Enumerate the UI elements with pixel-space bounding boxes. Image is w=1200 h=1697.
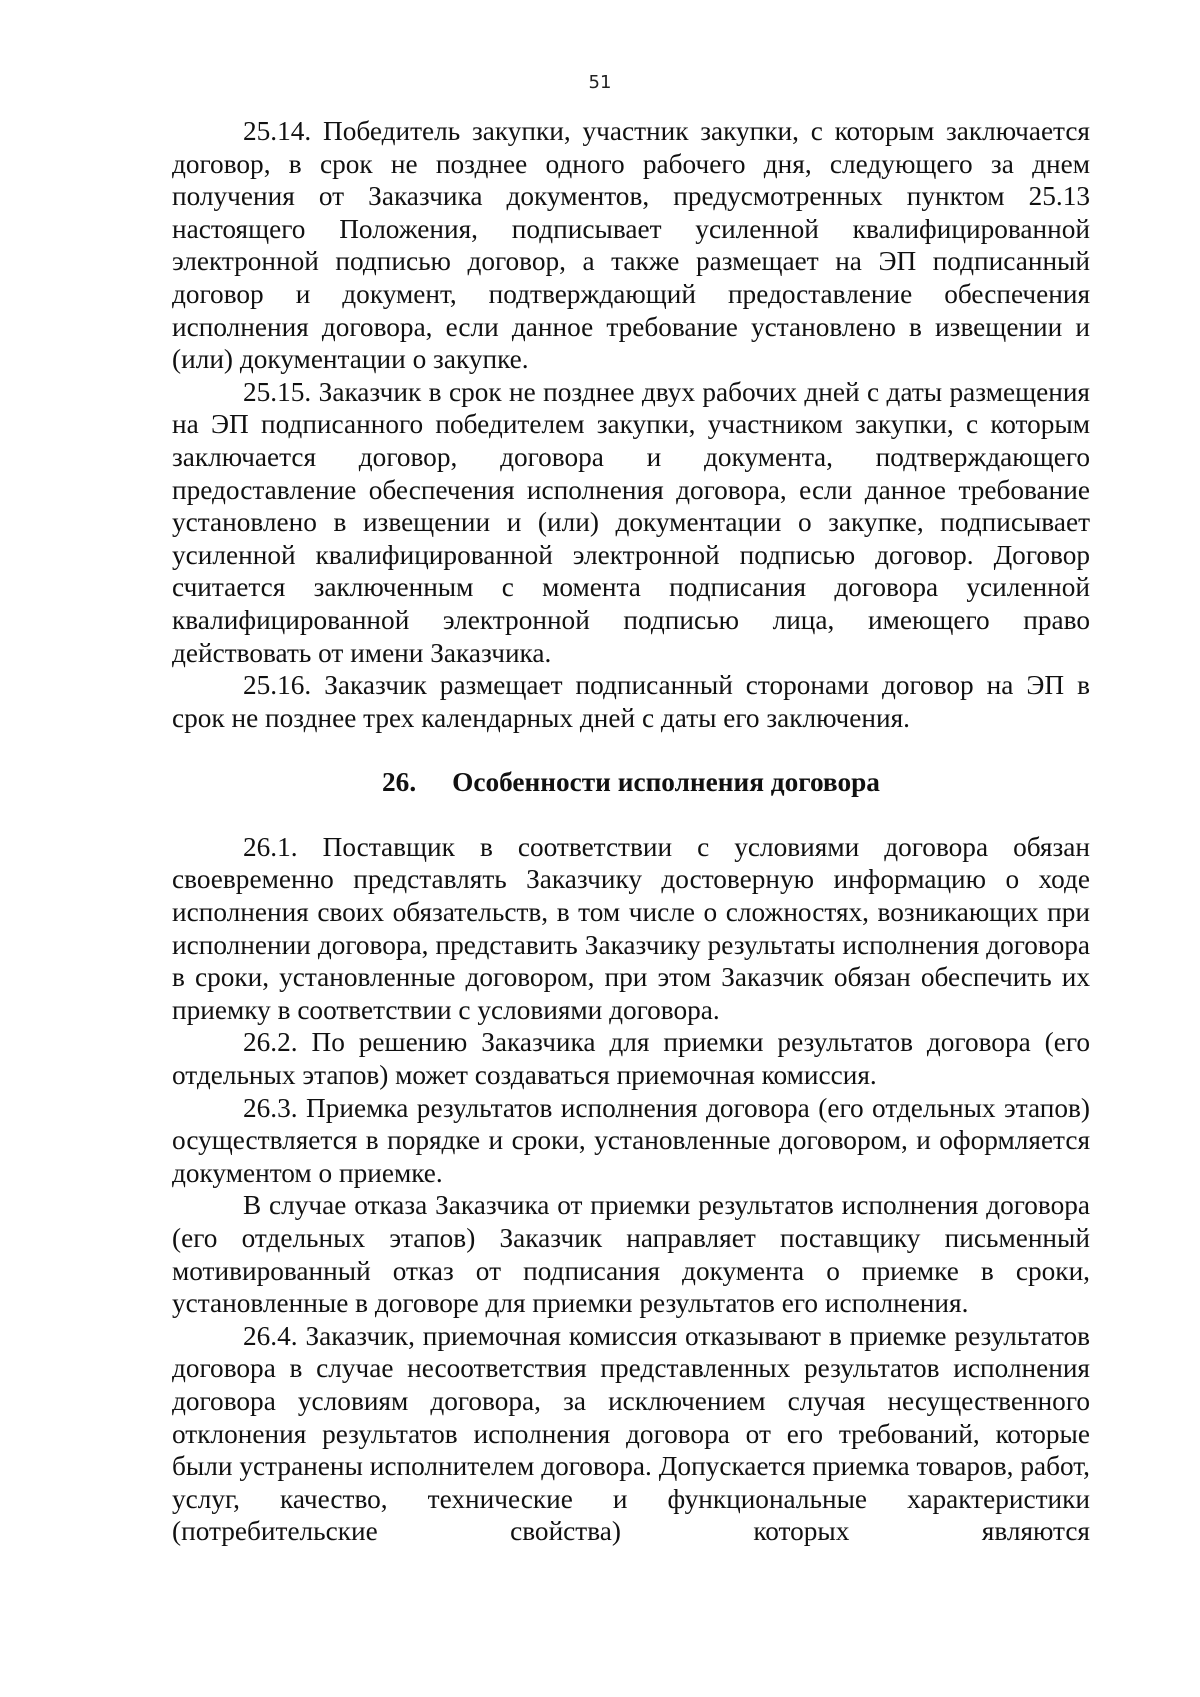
paragraph-26-4: 26.4. Заказчик, приемочная комиссия отказывают в приемке результатов договора в случае несоответствия представленных результатов исполнения договора условиям договора, за исключением случая несущественного отклонения результатов исполнения договора от его требований, которые были устранены исполнителем договора. Допускается приемка товаров, работ, услуг, качество, технические и функциональные характеристики (потребительские свойства) которых являются [172,1320,1090,1547]
section-number: 26. [382,767,417,798]
paragraph-25-16: 25.16. Заказчик размещает подписанный сторонами договор на ЭП в срок не позднее трех календарных дней с даты его заключения. [172,670,1090,733]
paragraph-refusal: В случае отказа Заказчика от приемки результатов исполнения договора (его отдельных этапов) Заказчик направляет поставщику письменный мотивированный отказ от подписания документа о приемке в сроки, установленные в договоре для приемки результатов его исполнения. [172,1190,1090,1319]
paragraph-25-15: 25.15. Заказчик в срок не позднее двух рабочих дней с даты размещения на ЭП подписанного победителем закупки, участником закупки, с которым заключается договор, договора и документа, подтверждающего предоставление обеспечения исполнения договора, если данное требование установлено в извещении и (или) документации о закупке, подписывает усиленной квалифицированной электронной подписью договор. Договор считается заключенным с момента подписания договора усиленной квалифицированной электронной подписью лица, имеющего право действовать от имени Заказчика. [172,376,1090,668]
section-title: Особенности исполнения договора [452,767,880,798]
paragraph-26-3: 26.3. Приемка результатов исполнения договора (его отдельных этапов) осуществляется в порядке и сроки, установленные договором, и оформляется документом о приемке. [172,1092,1090,1188]
document-body [172,115,1090,1548]
paragraph-26-1: 26.1. Поставщик в соответствии с условиями договора обязан своевременно представлять Заказчику достоверную информацию о ходе исполнения своих обязательств, в том числе о сложностях, возникающих при исполнении договора, представить Заказчику результаты исполнения договора в сроки, установленные договором, при этом Заказчик обязан обеспечить их приемку в соответствии с условиями договора. [172,831,1090,1025]
paragraph-26-2: 26.2. По решению Заказчика для приемки результатов договора (его отдельных этапов) может создаваться приемочная комиссия. [172,1027,1090,1091]
paragraph-25-14: 25.14. Победитель закупки, участник закупки, с которым заключается договор, в срок не позднее одного рабочего дня, следующего за днем получения от Заказчика документов, предусмотренных пунктом 25.13 настоящего Положения, подписывает усиленной квалифицированной электронной подписью договор, а также размещает на ЭП подписанный договор и документ, подтверждающий предоставление обеспечения исполнения договора, если данное требование установлено в извещении и (или) документации о закупке. [172,116,1090,375]
section-heading [172,766,1090,799]
page-number: 51 [588,72,612,93]
